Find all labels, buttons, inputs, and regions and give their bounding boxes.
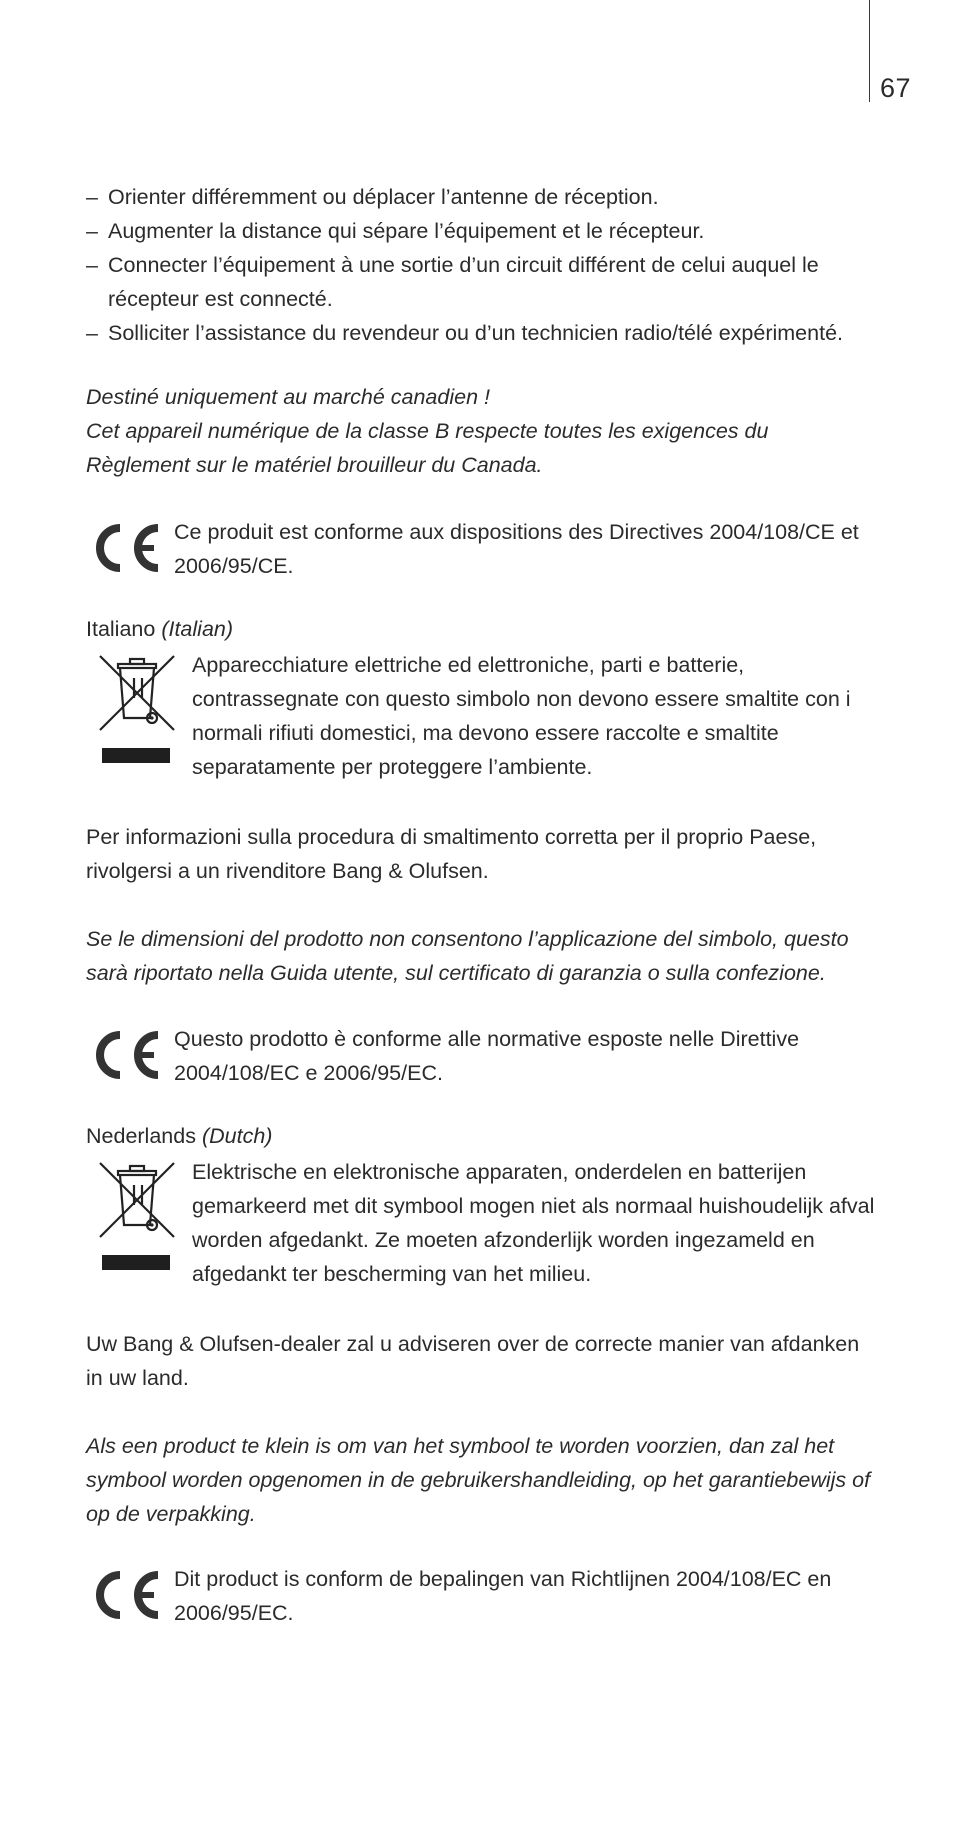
- ce-statement-nederlands: [86, 1562, 876, 1630]
- ce-statement-text: Questo prodotto è conforme alle normative esposte nelle Direttive 2004/108/EC e 2006/95/EC.: [174, 1027, 800, 1085]
- size-note-text: Se le dimensioni del prodotto non consentono l’applicazione del simbolo, questo sarà riportato nella Guida utente, sul certificato di garanzia o sulla confezione.: [86, 927, 849, 985]
- page-margin-rule: [869, 0, 870, 102]
- ce-statement-french: [86, 515, 876, 583]
- size-note-italiano: [86, 922, 876, 990]
- canada-notice-text: Cet appareil numérique de la classe B respecte toutes les exigences du Règlement sur le matériel brouilleur du Canada.: [86, 419, 769, 477]
- ce-mark-icon: [92, 1568, 164, 1622]
- weee-notice-nederlands: [86, 1155, 876, 1291]
- section-heading-label: Nederlands: [86, 1124, 196, 1148]
- weee-bar: [102, 1255, 170, 1270]
- crossed-out-bin-icon: [96, 652, 178, 734]
- section-heading-note: (Dutch): [201, 1124, 273, 1148]
- section-heading-label: Italiano: [86, 617, 156, 641]
- bullet-list: [86, 180, 876, 350]
- disposal-info-nederlands: [86, 1327, 876, 1395]
- page-number: 67: [880, 73, 912, 103]
- ce-statement-italiano: [86, 1022, 876, 1090]
- bullet-item: – Orienter différemment ou déplacer l’antenne de réception.: [86, 180, 876, 214]
- bullet-item: – Solliciter l’assistance du revendeur ou d’un technicien radio/télé expérimenté.: [86, 316, 876, 350]
- ce-statement-text: Dit product is conform de bepalingen van Richtlijnen 2004/108/EC en 2006/95/EC.: [174, 1567, 832, 1625]
- disposal-text: Per informazioni sulla procedura di smaltimento corretta per il proprio Paese, rivolgersi a un rivenditore Bang & Olufsen.: [86, 825, 817, 883]
- bullet-item: – Augmenter la distance qui sépare l’équipement et le récepteur.: [86, 214, 876, 248]
- ce-statement-text: Ce produit est conforme aux dispositions des Directives 2004/108/CE et 2006/95/CE.: [174, 520, 859, 578]
- section-heading-note: (Italian): [161, 617, 234, 641]
- disposal-info-italiano: [86, 820, 876, 888]
- canada-notice-title: Destiné uniquement au marché canadien !: [86, 385, 490, 409]
- weee-notice-italiano: [86, 648, 876, 784]
- section-heading-italiano: [86, 614, 233, 644]
- bullet-list-section: [86, 180, 876, 350]
- bullet-item: – Connecter l’équipement à une sortie d’un circuit différent de celui auquel le récepteur est connecté.: [86, 248, 876, 316]
- weee-bar: [102, 748, 170, 763]
- size-note-text: Als een product te klein is om van het symbool te worden voorzien, dan zal het symbool worden opgenomen in de gebruikershandleiding, op het garantiebewijs of op de verpakking.: [86, 1434, 871, 1526]
- disposal-text: Uw Bang & Olufsen-dealer zal u adviseren over de correcte manier van afdanken in uw land.: [86, 1332, 860, 1390]
- crossed-out-bin-icon: [96, 1159, 178, 1241]
- size-note-nederlands: [86, 1429, 876, 1531]
- ce-mark-icon: [92, 521, 164, 575]
- ce-mark-icon: [92, 1028, 164, 1082]
- weee-text: Apparecchiature elettriche ed elettroniche, parti e batterie, contrassegnate con questo simbolo non devono essere smaltite con i normali rifiuti domestici, ma devono essere raccolte e smaltite separatamente per proteggere l’ambiente.: [192, 653, 851, 779]
- canada-notice: [86, 380, 876, 482]
- weee-text: Elektrische en elektronische apparaten, onderdelen en batterijen gemarkeerd met dit symbool mogen niet als normaal huishoudelijk afval worden afgedankt. Ze moeten afzonderlijk worden ingezameld en afgedankt ter bescherming van het milieu.: [192, 1160, 875, 1286]
- section-heading-nederlands: [86, 1121, 272, 1151]
